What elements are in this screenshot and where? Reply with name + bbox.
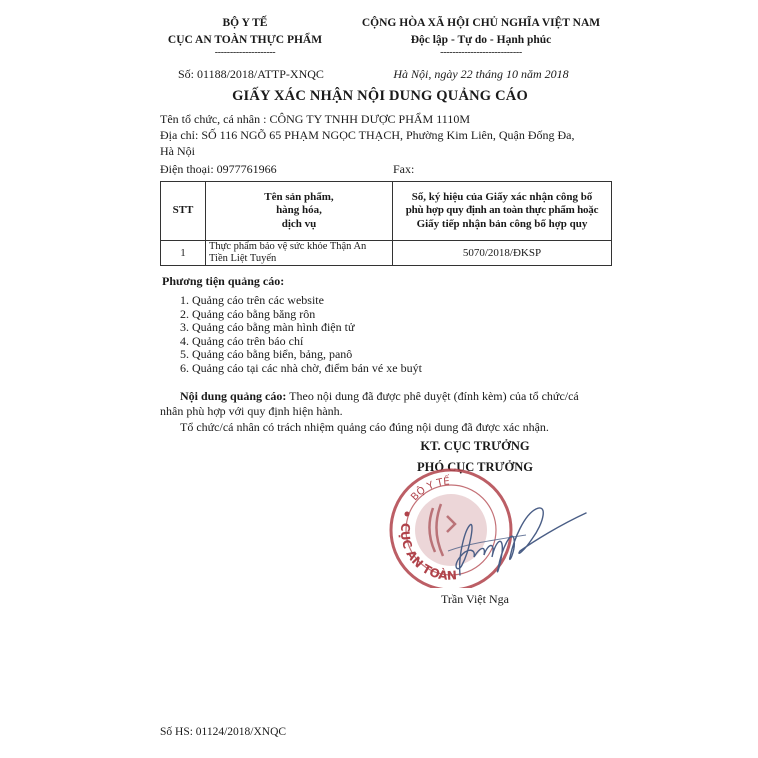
applicant-address-1: Địa chỉ: SỐ 116 NGÕ 65 PHẠM NGỌC THẠCH, Phường Kim Liên, Quận Đống Đa, [160, 128, 575, 142]
signer-name: Trần Việt Nga [441, 592, 509, 606]
header-left [150, 15, 340, 57]
media-list [180, 294, 422, 375]
place-date: Hà Nội, ngày 22 tháng 10 năm 2018 [393, 67, 569, 81]
content-text-1: Theo nội dung đã được phê duyệt (đính kèm) của tổ chức/cá [286, 389, 579, 403]
media-item: 5. Quảng cáo bằng biển, bảng, panô [180, 347, 353, 361]
file-number: Số HS: 01124/2018/XNQC [160, 726, 287, 738]
header-product-l1: Tên sản phẩm, [264, 190, 334, 203]
country-name: CỘNG HÒA XÃ HỘI CHỦ NGHĨA VIỆT NAM [361, 17, 601, 29]
header-product [206, 182, 393, 241]
header-cert [393, 182, 612, 241]
applicant-phone: Điện thoại: 0977761966 [160, 162, 277, 176]
row-product-l2: Tiền Liệt Tuyến [209, 253, 277, 264]
product-table [160, 181, 612, 266]
row-product [206, 241, 393, 266]
ministry-name: BỘ Y TẾ [222, 17, 268, 29]
applicant-address-2: Hà Nội [160, 144, 195, 158]
header-right-separator: --------------------------- [440, 47, 522, 58]
signer-title-1: KT. CỤC TRƯỞNG [420, 439, 530, 453]
stamp-bottom-text: CỤC AN TOÀN [397, 522, 458, 583]
content-text-2: nhân phù hợp với quy định hiện hành. [160, 404, 343, 418]
header-stt: STT [161, 182, 206, 241]
department-name: CỤC AN TOÀN THỰC PHẨM [167, 34, 323, 46]
row-product-l1: Thực phẩm bảo vệ sức khỏe Thận An [209, 241, 367, 252]
header-product-l2: hàng hóa, [276, 204, 322, 217]
header-cert-l3: Giấy tiếp nhận bản công bố hợp quy [416, 217, 588, 230]
media-item: 3. Quảng cáo bằng màn hình điện tử [180, 320, 355, 334]
handwritten-signature-icon [440, 495, 590, 585]
header-cert-l2: phù hợp quy định an toàn thực phẩm hoặc [405, 204, 599, 217]
table-header-row [161, 182, 612, 241]
applicant-name: Tên tổ chức, cá nhân : CÔNG TY TNHH DƯỢC PHẨM 1110M [160, 112, 471, 126]
content-label: Nội dung quảng cáo: [180, 389, 287, 403]
media-item: 2. Quảng cáo bằng băng rôn [180, 306, 316, 321]
row-stt: 1 [161, 241, 206, 266]
header-left-separator: -------------------- [214, 47, 276, 58]
signer-title-2: PHÓ CỤC TRƯỞNG [417, 460, 533, 474]
responsibility-text: Tổ chức/cá nhân có trách nhiệm quảng cáo đúng nội dung đã được xác nhận. [180, 420, 549, 434]
content-paragraph [180, 388, 579, 404]
media-item: 1. Quảng cáo trên các website [180, 293, 324, 307]
header-product-l3: dịch vụ [281, 217, 317, 230]
media-item: 6. Quảng cáo tại các nhà chờ, điểm bán vé xe buýt [180, 360, 422, 375]
stamp-top-text: BỘ Y TẾ [409, 476, 451, 504]
document-title: GIẤY XÁC NHẬN NỘI DUNG QUẢNG CÁO [232, 88, 528, 104]
document-number: Số: 01188/2018/ATTP-XNQC [178, 67, 324, 81]
motto: Độc lập - Tự do - Hạnh phúc [410, 34, 552, 46]
table-row [161, 241, 612, 266]
row-cert: 5070/2018/ĐKSP [393, 241, 612, 266]
media-item: 4. Quảng cáo trên báo chí [180, 333, 304, 348]
header-cert-l1: Số, ký hiệu của Giấy xác nhận công bố [411, 190, 593, 203]
media-heading: Phương tiện quảng cáo: [162, 274, 285, 288]
applicant-fax: Fax: [393, 162, 415, 176]
header-right [350, 15, 612, 57]
